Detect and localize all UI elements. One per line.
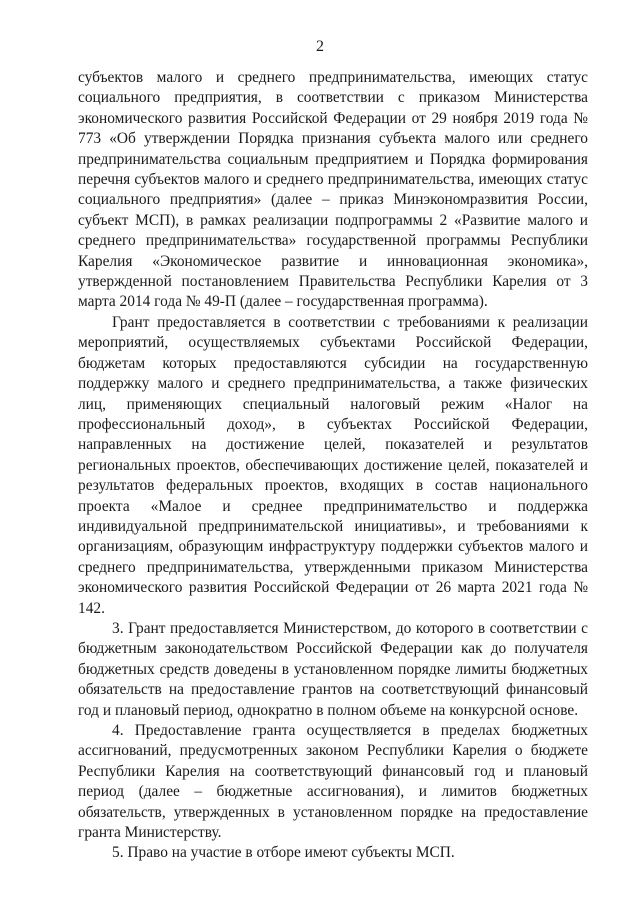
page-number: 2 [316, 38, 324, 55]
paragraph-5: 5. Право на участие в отборе имеют субъекты МСП. [112, 844, 455, 862]
document-body [78, 68, 588, 864]
paragraph-continuation: субъектов малого и среднего предпринимательства, имеющих статус социального предприятия, в соответствии с приказом Министерства экономического развития Российской Федерации от 29 ноября 2019 года № 773 «Об утверждении Порядка признания субъекта малого или среднего предпринимательства социальным предприятием и Порядка формирования перечня субъектов малого и среднего предпринимательства, имеющих статус социального предприятия» (далее – приказ Минэкономразвития России, субъект МСП), в рамках реализации подпрограммы 2 «Развитие малого и среднего предпринимательства» государственной программы Республики Карелия «Экономическое развитие и инновационная экономика», утвержденной постановлением Правительства Республики Карелия от 3 марта 2014 года № 49-П (далее – государственная программа). [78, 69, 588, 311]
paragraph-grant-requirements: Грант предоставляется в соответствии с требованиями к реализации мероприятий, осуществляемых субъектами Российской Федерации, бюджетам которых предоставляются субсидии на государственную поддержку малого и среднего предпринимательства, а также физических лиц, применяющих специальный налоговый режим «Налог на профессиональный доход», в субъектах Российской Федерации, направленных на достижение целей, показателей и результатов региональных проектов, обеспечивающих достижение целей, показателей и результатов федеральных проектов, входящих в состав национального проекта «Малое и среднее предпринимательство и поддержка индивидуальной предпринимательской инициативы», и требованиями к организациям, образующим инфраструктуру поддержки субъектов малого и среднего предпринимательства, утвержденными приказом Министерства экономического развития Российской Федерации от 26 марта 2021 года № 142. [78, 313, 588, 617]
paragraph-4: 4. Предоставление гранта осуществляется в пределах бюджетных ассигнований, предусмотренных законом Республики Карелия о бюджете Республики Карелия на соответствующий финансовый год и плановый период (далее – бюджетные ассигнования), и лимитов бюджетных обязательств, утвержденных в установленном порядке на предоставление гранта Министерству. [78, 722, 588, 842]
paragraph-3: 3. Грант предоставляется Министерством, до которого в соответствии с бюджетным законодательством Российской Федерации как до получателя бюджетных средств доведены в установленном порядке лимиты бюджетных обязательств на предоставление грантов на соответствующий финансовый год и плановый период, однократно в полном объеме на конкурсной основе. [78, 619, 588, 719]
